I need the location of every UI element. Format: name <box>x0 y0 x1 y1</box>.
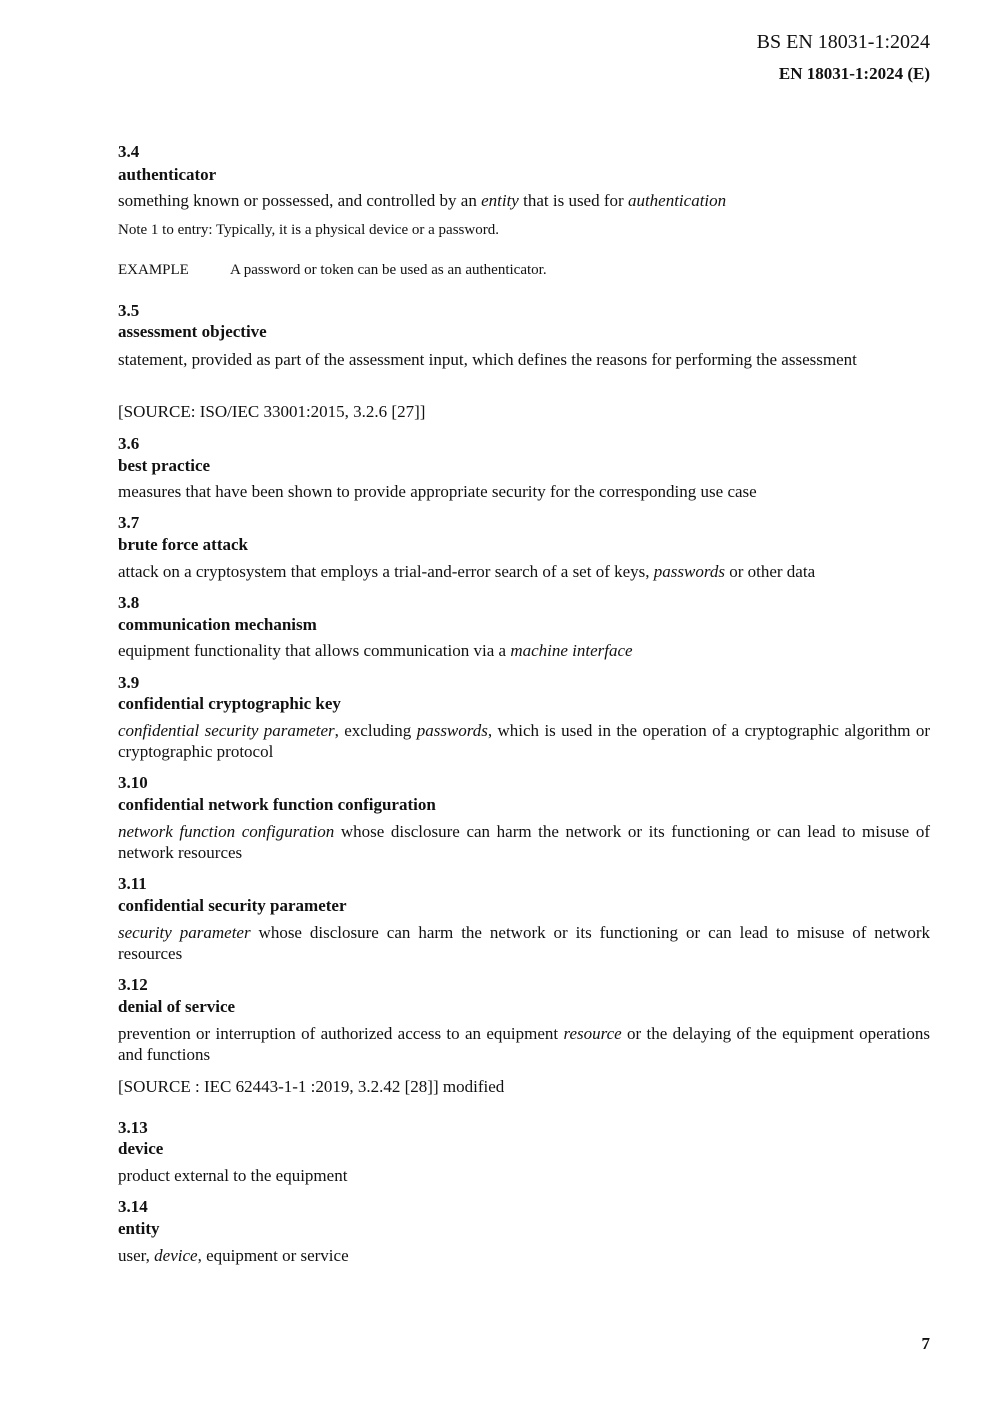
term-name: confidential cryptographic key <box>118 694 341 713</box>
cross-reference-term: resource <box>563 1024 622 1043</box>
term-number: 3.10 <box>118 773 148 792</box>
definition-text: prevention or interruption of authorized access to an equipment <box>118 1024 564 1043</box>
cross-reference-term: confidential security parameter <box>118 721 335 740</box>
edition-id: EN 18031-1:2024 (E) <box>778 64 930 83</box>
note-to-entry: Note 1 to entry: Typically, it is a physical device or a password. <box>118 222 499 238</box>
definition-text: or the delaying of the equipment operations and functions <box>118 1024 930 1064</box>
term-name: assessment objective <box>118 322 267 341</box>
term-definition <box>118 640 930 661</box>
term-definition <box>118 190 930 211</box>
cross-reference-term: machine interface <box>510 641 633 660</box>
page-number: 7 <box>921 1334 930 1353</box>
definition-text: user, <box>118 1246 155 1265</box>
source-reference: [SOURCE: ISO/IEC 33001:2015, 3.2.6 [27]] <box>118 402 426 421</box>
term-number: 3.6 <box>118 434 140 453</box>
definition-text: , which is used in the operation of a cryptographic algorithm or cryptographic protocol <box>118 721 931 761</box>
example-text: A password or token can be used as an authenticator. <box>230 262 547 278</box>
term-definition <box>118 481 930 502</box>
term-definition <box>118 561 930 582</box>
term-definition <box>118 821 930 863</box>
definition-text: equipment functionality that allows communication via a <box>118 641 511 660</box>
definition-text: product external to the equipment <box>118 1166 348 1185</box>
term-name: denial of service <box>118 997 236 1016</box>
definition-text: whose disclosure can harm the network or its functioning or can lead to misuse of network resources <box>118 822 931 862</box>
definition-text: , excluding <box>334 721 417 740</box>
cross-reference-term: authentication <box>627 191 727 210</box>
term-number: 3.8 <box>118 593 140 612</box>
term-name: device <box>118 1139 164 1158</box>
term-number: 3.11 <box>118 874 147 893</box>
definition-text: or other data <box>724 562 816 581</box>
term-definition <box>118 349 930 370</box>
definition-text: statement, provided as part of the assessment input, which defines the reasons for performing the assessment <box>118 350 857 369</box>
cross-reference-term: entity <box>481 191 519 210</box>
source-reference: [SOURCE : IEC 62443-1-1 :2019, 3.2.42 [28]] modified <box>118 1077 505 1096</box>
term-number: 3.13 <box>118 1118 148 1137</box>
term-name: confidential security parameter <box>118 896 347 915</box>
term-name: brute force attack <box>118 535 248 554</box>
cross-reference-term: security parameter <box>118 923 251 942</box>
term-definition <box>118 1245 930 1266</box>
term-number: 3.12 <box>118 975 148 994</box>
example <box>118 260 930 281</box>
term-name: authenticator <box>118 165 217 184</box>
cross-reference-term: device <box>154 1246 198 1265</box>
definition-text: attack on a cryptosystem that employs a trial-and-error search of a set of keys, <box>118 562 654 581</box>
cross-reference-term: passwords <box>416 721 488 740</box>
term-name: entity <box>118 1219 160 1238</box>
term-name: best practice <box>118 456 211 475</box>
definition-text: measures that have been shown to provide appropriate security for the corresponding use case <box>118 482 757 501</box>
standard-id: BS EN 18031-1:2024 <box>756 31 930 53</box>
term-definition <box>118 1165 930 1186</box>
definition-text: whose disclosure can harm the network or its functioning or can lead to misuse of network resources <box>118 923 931 963</box>
definition-text: something known or possessed, and controlled by an <box>118 191 482 210</box>
definition-text: that is used for <box>518 191 628 210</box>
definition-text: , equipment or service <box>197 1246 349 1265</box>
term-number: 3.4 <box>118 142 140 161</box>
term-name: confidential network function configuration <box>118 795 436 814</box>
term-definition <box>118 720 930 762</box>
term-number: 3.9 <box>118 673 140 692</box>
term-number: 3.7 <box>118 513 140 532</box>
term-definition <box>118 922 930 964</box>
cross-reference-term: passwords <box>653 562 725 581</box>
cross-reference-term: network function configuration <box>118 822 335 841</box>
term-number: 3.5 <box>118 301 140 320</box>
term-definition <box>118 1023 930 1065</box>
term-name: communication mechanism <box>118 615 317 634</box>
term-number: 3.14 <box>118 1197 148 1216</box>
example-label: EXAMPLE <box>118 262 189 278</box>
